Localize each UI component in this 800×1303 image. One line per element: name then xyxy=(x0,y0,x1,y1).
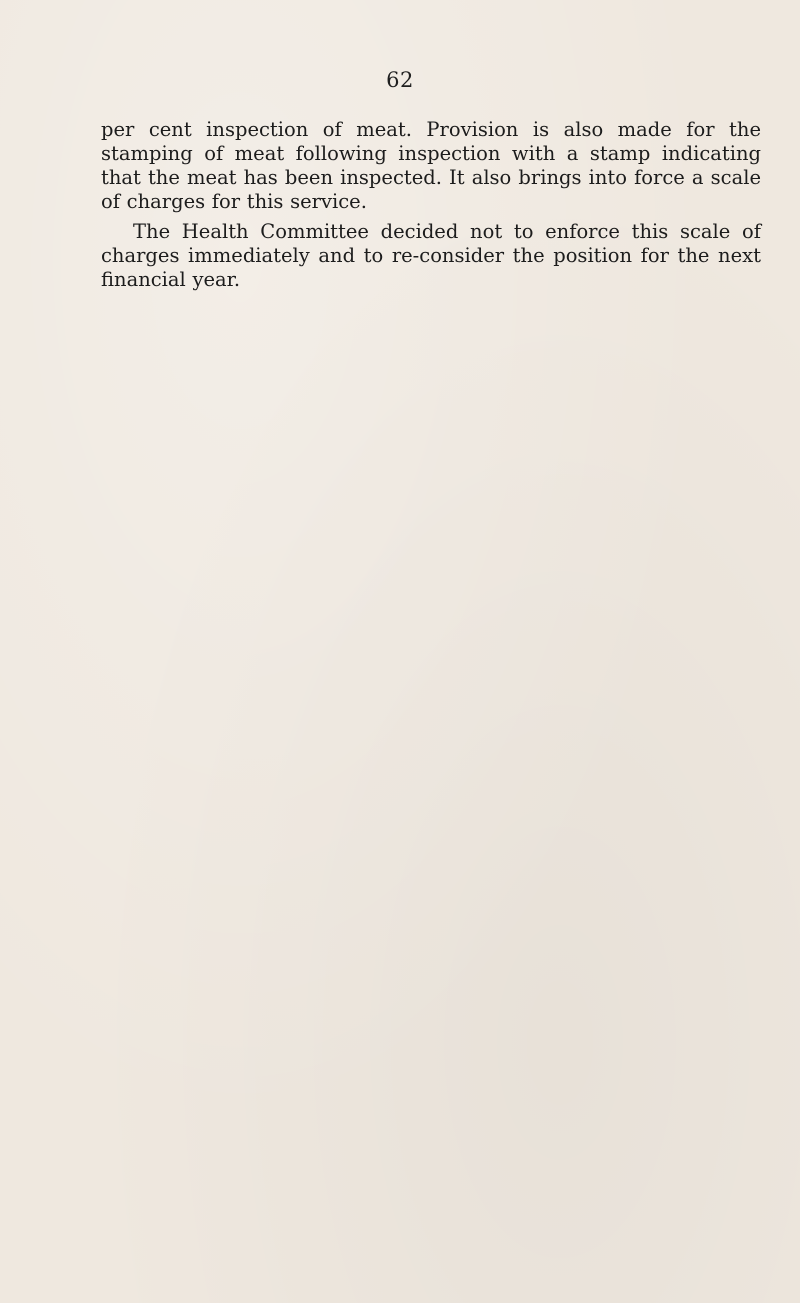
paragraph-meat-inspection: per cent inspection of meat. Provision is also made for the stamping of meat following inspection with a stamp indicating that the meat has been inspected. It also brings into force a scale of charges for this service. xyxy=(101,118,761,213)
paragraph-health-committee: The Health Committee decided not to enforce this scale of charges immediately and to re-consider the position for the next financial year. xyxy=(101,220,761,291)
body-text xyxy=(101,118,761,292)
page-number: 62 xyxy=(386,68,414,92)
